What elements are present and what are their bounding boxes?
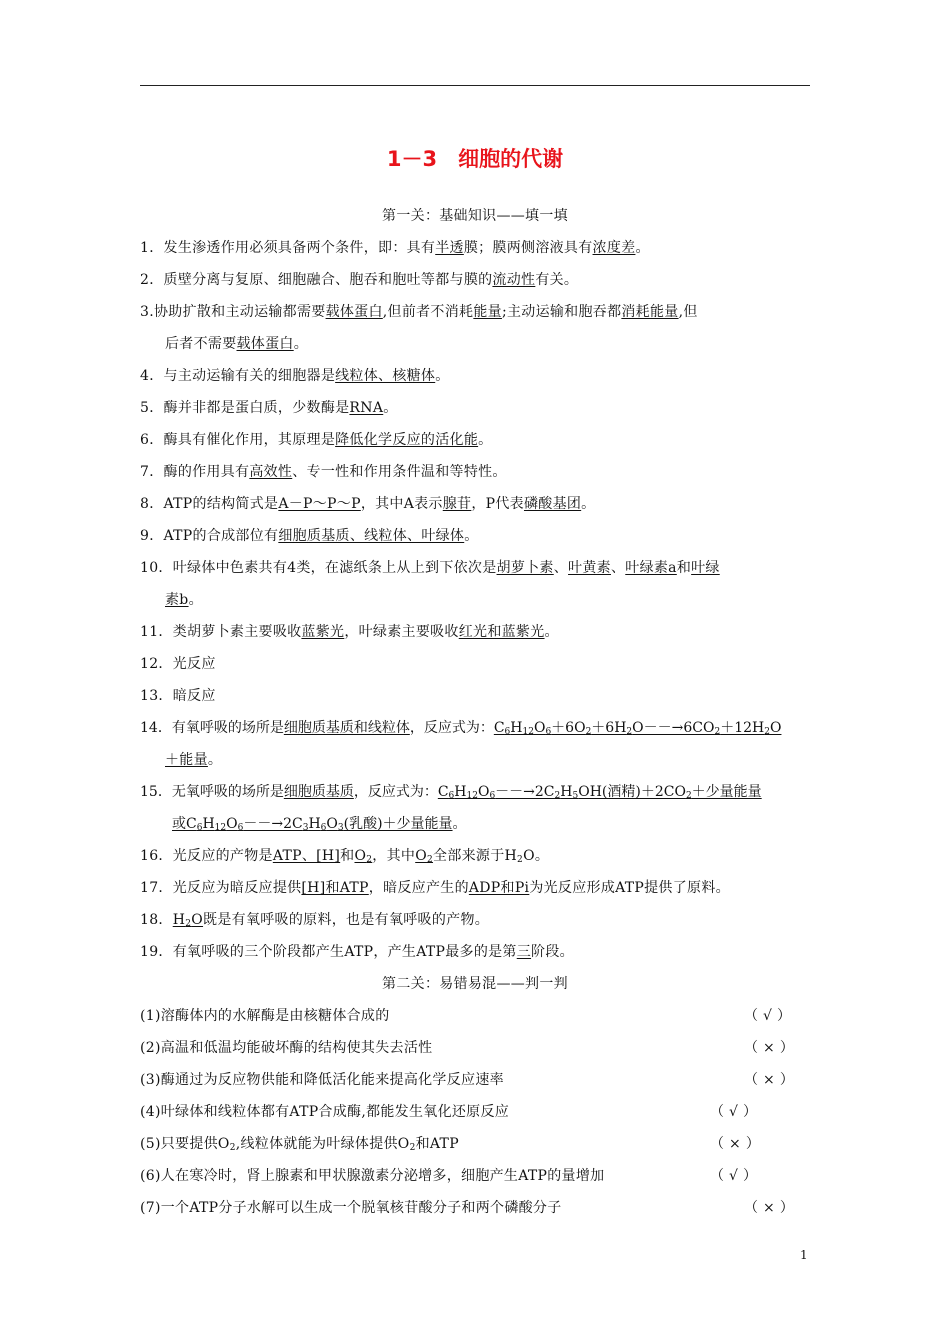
list-item-11: 11．类胡萝卜素主要吸收蓝紫光，叶绿素主要吸收红光和蓝紫光。 [140,624,559,640]
answer-blank: 细胞质基质 [283,784,354,800]
answer-blank: $O_2$ [354,848,373,865]
answer-blank: [H]和ATP [301,880,369,896]
answer-blank: 半透 [435,240,464,256]
list-item-19: 19．有氧呼吸的三个阶段都产生ATP，产生ATP最多的是第三阶段。 [140,944,574,960]
answer-blank: 细胞质基质和线粒体 [283,720,410,736]
answer-blank: 蓝紫光 [301,624,345,640]
judgement-mark: （ × ） [744,1040,795,1056]
list-item-18: 18．$H_2O$既是有氧呼吸的原料，也是有氧呼吸的产物。 [140,912,490,929]
list-item-13: 13．暗反应 [140,688,216,704]
answer-blank: 载体蛋白 [325,304,383,320]
list-item-4: 4．与主动运输有关的细胞器是线粒体、核糖体。 [140,368,450,384]
equation-aerobic: $C_6H_{12}O_6+6O_2+6H_2O--\to 6CO_2+12H_2O$ [493,720,782,737]
judgement-mark: （ × ） [744,1200,795,1216]
answer-blank: 高效性 [249,464,293,480]
judgement-item-7: (7)一个ATP分子水解可以生成一个脱氧核苷酸分子和两个磷酸分子 （ × ） [140,1197,812,1217]
list-item-7: 7．酶的作用具有高效性、专一性和作用条件温和等特性。 [140,464,507,480]
judgement-item-1: (1)溶酶体内的水解酶是由核糖体合成的 （ √ ） [140,1005,812,1025]
answer-blank: A－P～P～P [278,496,361,512]
answer-blank: 胡萝卜素 [496,560,554,576]
answer-blank: 红光和蓝紫光 [458,624,545,640]
header-rule [140,85,810,86]
answer-blank: ADP和Pi [468,880,530,896]
answer-blank: 磷酸基团 [523,496,582,512]
list-item-17: 17．光反应为暗反应提供[H]和ATP，暗反应产生的ADP和Pi为光反应形成ATP提供了原料。 [140,880,730,896]
answer-blank: ATP、[H] [272,848,341,864]
answer-blank: 浓度差 [592,240,636,256]
judgement-item-6: (6)人在寒冷时，肾上腺素和甲状腺激素分泌增多，细胞产生ATP的量增加 （ √ ） [140,1165,812,1185]
answer-blank: 三 [516,944,532,960]
list-item-14: 14．有氧呼吸的场所是细胞质基质和线粒体，反应式为：$C_6H_{12}O_6+6O_2+6H_2O--\to 6CO_2+12H_2O$ [140,720,782,737]
answer-blank: $O_2$ [415,848,434,865]
list-item-15: 15．无氧呼吸的场所是细胞质基质，反应式为：$C_6H_{12}O_6--\to 2C_2H_5OH$(酒精)$+2CO_2+$少量能量 [140,784,762,801]
list-item-12: 12．光反应 [140,656,216,672]
list-item-5: 5．酶并非都是蛋白质，少数酶是RNA。 [140,400,398,416]
list-item-9: 9．ATP的合成部位有细胞质基质、线粒体、叶绿体。 [140,528,479,544]
answer-blank: ＋能量 [165,752,208,768]
judgement-mark: （ √ ） [710,1168,758,1184]
judgement-mark: （ × ） [744,1072,795,1088]
answer-blank: 腺苷 [442,496,472,512]
list-item-1: 1．发生渗透作用必须具备两个条件，即：具有半透膜；膜两侧溶液具有浓度差。 [140,240,650,256]
answer-blank: 流动性 [492,272,536,288]
list-item-6: 6．酶具有催化作用，其原理是降低化学反应的活化能。 [140,432,493,448]
list-item-16: 16．光反应的产物是ATP、[H]和$O_2$，其中$O_2$全部来源于$H_2O$。 [140,848,550,865]
judgement-item-3: (3)酶通过为反应物供能和降低活化能来提高化学反应速率 （ × ） [140,1069,812,1089]
equation-anaerobic-lactic: 或$C_6H_{12}O_6--\to 2C_3H_6O_3$(乳酸)＋少量能量 [172,816,453,833]
answer-blank: 消耗能量 [621,304,679,320]
judgement-mark: （ √ ） [710,1104,758,1120]
list-item-3-continued: 后者不需要载体蛋白。 [165,336,309,352]
answer-blank: 线粒体、核糖体 [335,368,436,384]
answer-blank: 叶黄素 [568,560,611,576]
list-item-10: 10．叶绿体中色素共有4类，在滤纸条上从上到下依次是胡萝卜素、叶黄素、叶绿素a和叶绿 [140,560,720,576]
answer-blank: 能量 [473,304,502,320]
list-item-8: 8．ATP的结构简式是A－P～P～P，其中A表示腺苷，P代表磷酸基团。 [140,496,596,512]
page-title: 1－3 细胞的代谢 [386,147,564,171]
answer-blank: $H_2O$ [172,912,204,929]
list-item-15-continued: 或$C_6H_{12}O_6--\to 2C_3H_6O_3$(乳酸)＋少量能量。 [172,816,467,833]
judgement-mark: （ × ） [710,1136,761,1152]
list-item-3: 3.协助扩散和主动运输都需要载体蛋白,但前者不消耗能量;主动运输和胞吞都消耗能量,但 [140,304,698,320]
answer-blank: 叶绿素a [625,560,677,576]
answer-blank: 叶绿 [691,560,720,576]
judgement-item-5: (5)只要提供$O_2$,线粒体就能为叶绿体提供$O_2$和ATP （ × ） [140,1133,812,1153]
page-number: 1 [800,1248,808,1262]
section-heading-2: 第二关：易错易混——判一判 [382,976,568,992]
list-item-14-continued: ＋能量。 [165,752,223,768]
answer-blank: 细胞质基质、线粒体、叶绿体 [278,528,465,544]
judgement-item-4: (4)叶绿体和线粒体都有ATP合成酶,都能发生氧化还原反应 （ √ ） [140,1101,812,1121]
equation-anaerobic-alcohol: $C_6H_{12}O_6--\to 2C_2H_5OH$(酒精)$+2CO_2+$少量能量 [437,784,762,801]
answer-blank: RNA [349,400,384,416]
judgement-item-2: (2)高温和低温均能破坏酶的结构使其失去活性 （ × ） [140,1037,812,1057]
judgement-mark: （ √ ） [744,1008,792,1024]
section-heading-1: 第一关：基础知识——填一填 [382,208,568,224]
answer-blank: 素b [165,592,189,608]
answer-blank: 降低化学反应的活化能 [335,432,479,448]
answer-blank: 载体蛋白 [236,336,294,352]
list-item-10-continued: 素b。 [165,592,203,608]
list-item-2: 2．质壁分离与复原、细胞融合、胞吞和胞吐等都与膜的流动性有关。 [140,272,579,288]
